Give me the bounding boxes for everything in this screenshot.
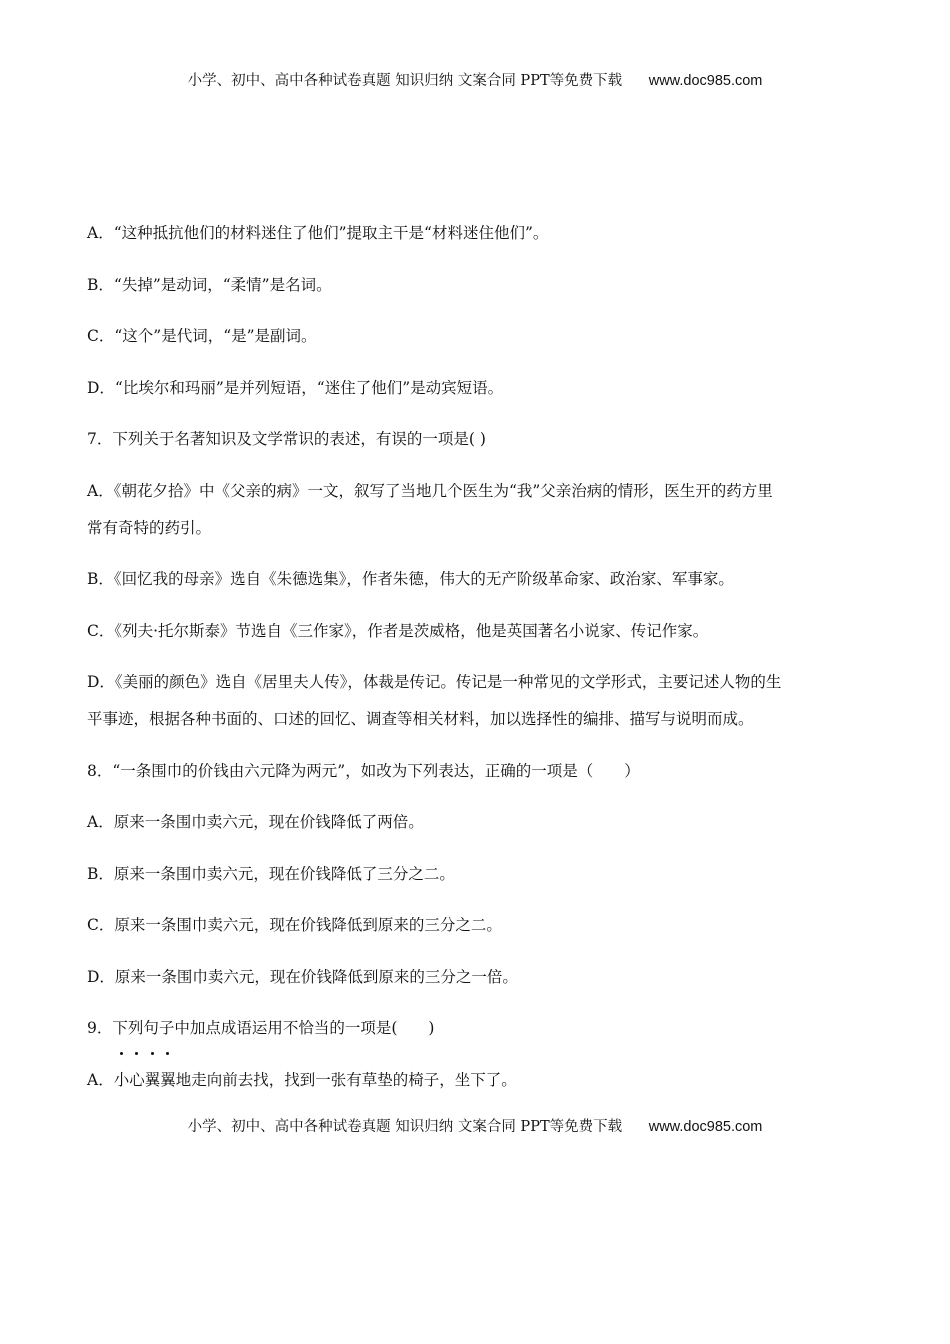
- q9-question: 9．下列句子中加点成语运用不恰当的一项是( ): [87, 1019, 435, 1037]
- document-body: [87, 215, 862, 1099]
- q8-question: 8．“一条围巾的价钱由六元降为两元”，如改为下列表达，正确的一项是（ ）: [87, 761, 640, 780]
- q9-option-a-rest: 地走向前去找，找到一张有草垫的椅子，坐下了。: [175, 1070, 517, 1089]
- header-text: 小学、初中、高中各种试卷真题 知识归纳 文案合同 PPT等免费下载: [187, 73, 623, 89]
- page-header: [0, 69, 950, 90]
- page-footer: [0, 1115, 950, 1136]
- header-url[interactable]: www.doc985.com: [648, 73, 763, 89]
- footer-text: 小学、初中、高中各种试卷真题 知识归纳 文案合同 PPT等免费下载: [187, 1119, 623, 1135]
- q6-option-b: B．“失掉”是动词，“柔情”是名词。: [87, 275, 332, 294]
- q8-option-b: B．原来一条围巾卖六元，现在价钱降低了三分之二。: [87, 864, 455, 883]
- q7-option-b: B．《回忆我的母亲》选自《朱德选集》，作者朱德，伟大的无产阶级革命家、政治家、军事家。: [87, 570, 734, 588]
- q6-option-a: A．“这种抵抗他们的材料迷住了他们”提取主干是“材料迷住他们”。: [87, 224, 549, 242]
- q7-option-a-line2: 常有奇特的药引。: [87, 518, 212, 537]
- q9-option-a-label: A．: [87, 1070, 114, 1089]
- q8-option-d: D．原来一条围巾卖六元，现在价钱降低到原来的三分之一倍。: [87, 967, 518, 986]
- q6-option-c: C．“这个”是代词，“是”是副词。: [87, 327, 317, 345]
- q8-option-c: C．原来一条围巾卖六元，现在价钱降低到原来的三分之二。: [87, 916, 502, 934]
- q7-question: 7．下列关于名著知识及文学常识的表述，有误的一项是( ): [87, 430, 486, 448]
- q7-option-d-line1: D．《美丽的颜色》选自《居里夫人传》，体裁是传记。传记是一种常见的文学形式，主要记述人物的生: [87, 673, 782, 691]
- q7-option-d-line2: 平事迹，根据各种书面的、口述的回忆、调查等相关材料，加以选择性的编排、描写与说明而成。: [87, 710, 754, 728]
- q6-option-d: D．“比埃尔和玛丽”是并列短语，“迷住了他们”是动宾短语。: [87, 378, 504, 397]
- q9-dotted-idiom: [114, 1071, 176, 1089]
- q8-option-a: A．原来一条围巾卖六元，现在价钱降低了两倍。: [87, 813, 424, 831]
- q9-dotted-idiom-text: 小心翼翼: [113, 1070, 176, 1089]
- q7-option-a-line1: A．《朝花夕拾》中《父亲的病》一文，叙写了当地几个医生为“我”父亲治病的情形，医生开的药方里: [87, 481, 773, 500]
- footer-url[interactable]: www.doc985.com: [648, 1119, 763, 1135]
- q7-option-c: C．《列夫·托尔斯泰》节选自《三作家》，作者是茨威格，他是英国著名小说家、传记作家。: [87, 621, 709, 640]
- q9-option-a: [87, 1062, 862, 1099]
